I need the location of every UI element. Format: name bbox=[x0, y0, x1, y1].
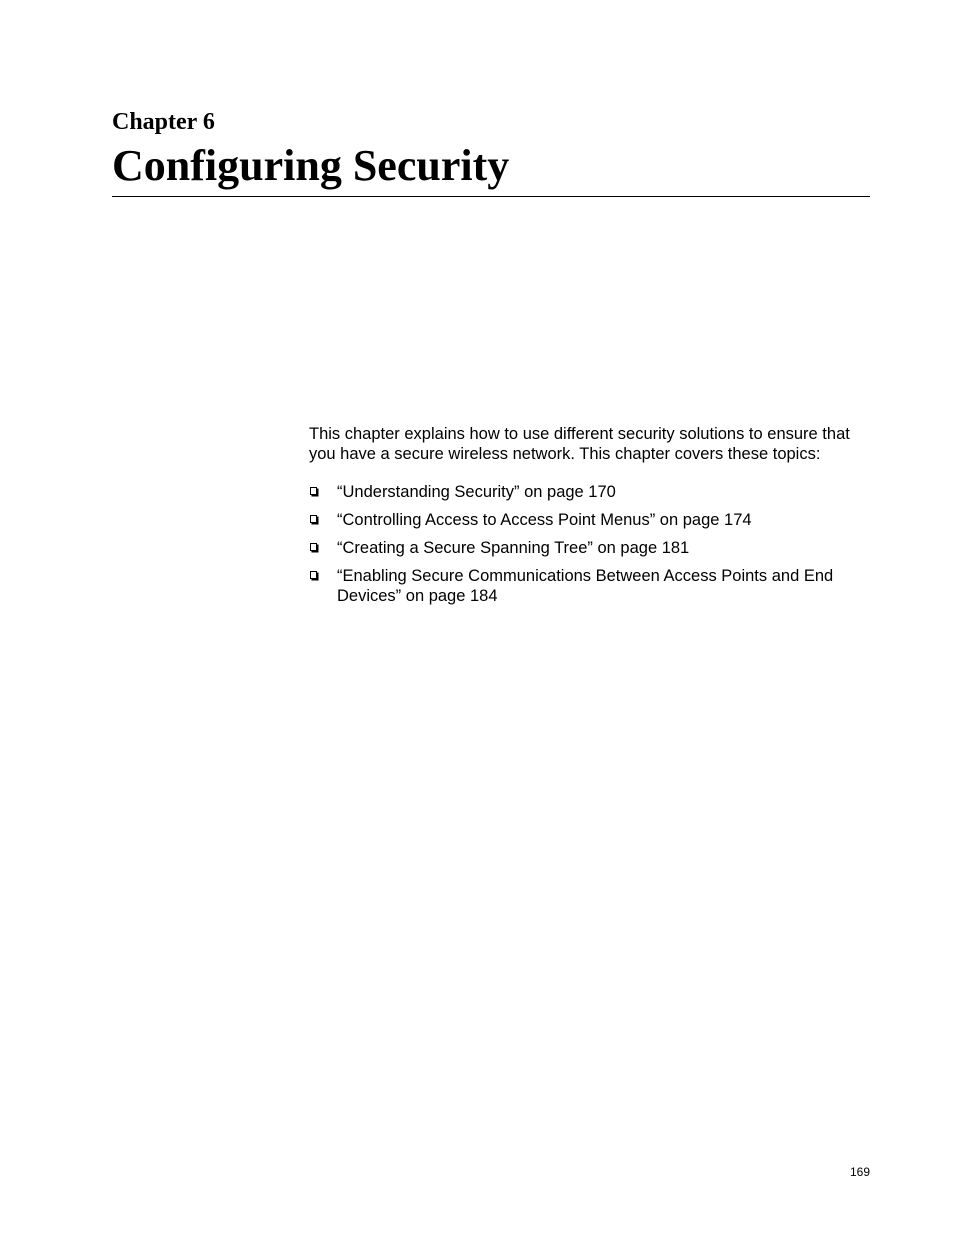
topic-list bbox=[309, 482, 874, 614]
box-bullet-icon bbox=[310, 487, 317, 495]
box-bullet-icon bbox=[310, 571, 317, 579]
topic-item[interactable] bbox=[309, 538, 874, 558]
title-divider bbox=[112, 196, 870, 197]
chapter-title: Configuring Security bbox=[112, 141, 510, 190]
box-bullet-icon bbox=[310, 543, 317, 551]
intro-paragraph: This chapter explains how to use different security solutions to ensure that you have a secure wireless network. This chapter covers these topics: bbox=[309, 425, 850, 463]
topic-item[interactable] bbox=[309, 510, 874, 530]
topic-link-text[interactable]: “Controlling Access to Access Point Menus” on page 174 bbox=[337, 511, 752, 529]
chapter-label: Chapter 6 bbox=[112, 109, 215, 135]
topic-link-text[interactable]: “Creating a Secure Spanning Tree” on page 181 bbox=[337, 539, 690, 557]
topic-link-text[interactable]: “Understanding Security” on page 170 bbox=[337, 483, 616, 501]
topic-item[interactable] bbox=[309, 482, 874, 502]
topic-item[interactable] bbox=[309, 566, 874, 606]
page-number: 169 bbox=[849, 1165, 870, 1179]
topic-link-text[interactable]: “Enabling Secure Communications Between Access Points and End Devices” on page 184 bbox=[337, 567, 834, 605]
box-bullet-icon bbox=[310, 515, 317, 523]
